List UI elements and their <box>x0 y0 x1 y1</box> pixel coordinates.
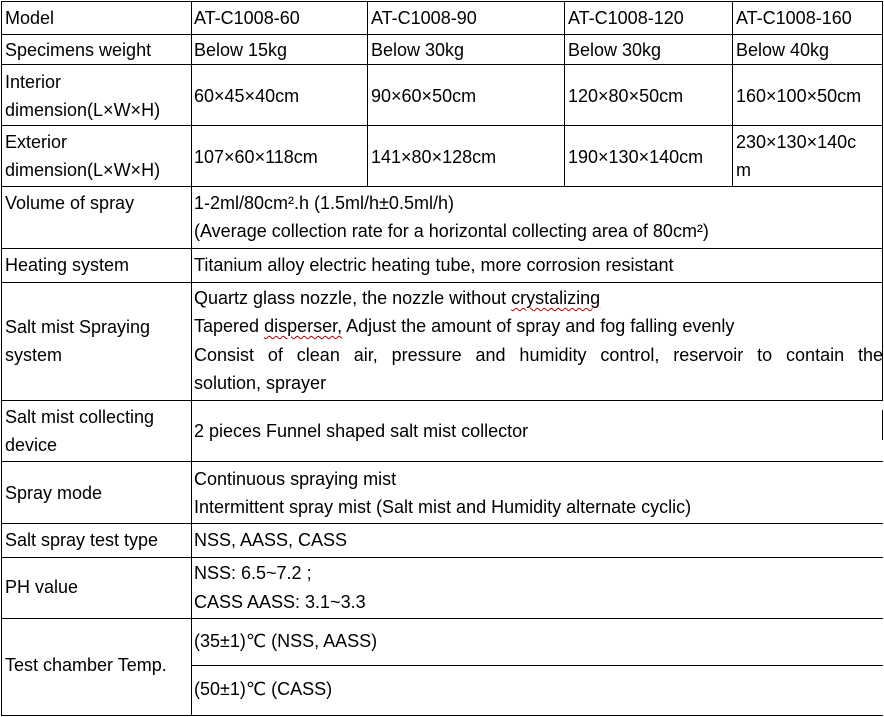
collecting-device-label-line1: Salt mist collecting <box>5 407 155 427</box>
model-name: AT-C1008-120 <box>568 8 684 28</box>
specimens-weight-value: Below 40kg <box>736 40 830 60</box>
interior-dimension-value: 90×60×50cm <box>371 86 477 106</box>
grid-line <box>1 461 883 462</box>
ph-value-line1: NSS: 6.5~7.2 ; <box>194 563 312 583</box>
chamber-temp-line2: (50±1)℃ (CASS) <box>194 679 333 699</box>
spraying-system-line1 <box>194 284 600 312</box>
model-name: AT-C1008-90 <box>371 8 477 28</box>
model-name: AT-C1008-160 <box>736 8 852 28</box>
interior-dimension-value: 120×80×50cm <box>568 86 684 106</box>
spelling-flag: disperser, <box>264 316 343 336</box>
grid-line <box>1 715 883 716</box>
exterior-dimension-label-line2: dimension(L×W×H) <box>5 160 161 180</box>
grid-line <box>1 34 883 35</box>
spray-mode-label: Spray mode <box>5 483 103 503</box>
exterior-dimension-value: 107×60×118cm <box>194 147 318 167</box>
spraying-system-line4: solution, sprayer <box>194 373 327 393</box>
grid-line <box>1 248 883 249</box>
spray-mode-line2: Intermittent spray mist (Salt mist and Humidity alternate cyclic) <box>194 497 692 517</box>
grid-line <box>564 1 565 187</box>
grid-line <box>1 1 883 2</box>
exterior-dimension-value: 141×80×128cm <box>371 147 497 167</box>
exterior-dimension-value-line1: 230×130×140c <box>736 132 857 152</box>
interior-dimension-label-line2: dimension(L×W×H) <box>5 100 161 120</box>
ph-value-label: PH value <box>5 577 79 597</box>
spraying-system-line3 <box>194 341 883 369</box>
grid-line <box>1 400 883 401</box>
grid-line <box>191 665 883 666</box>
model-label: Model <box>5 8 55 28</box>
grid-line <box>1 1 2 716</box>
test-type-value: NSS, AASS, CASS <box>194 530 348 550</box>
chamber-temp-line1: (35±1)℃ (NSS, AASS) <box>194 631 378 651</box>
grid-line <box>1 125 883 126</box>
grid-line <box>1 186 883 187</box>
collecting-device-value: 2 pieces Funnel shaped salt mist collector <box>194 421 529 441</box>
heating-system-value: Titanium alloy electric heating tube, more corrosion resistant <box>194 255 674 275</box>
grid-line <box>882 410 883 440</box>
volume-of-spray-label: Volume of spray <box>5 193 135 213</box>
interior-dimension-value: 160×100×50cm <box>736 86 862 106</box>
exterior-dimension-value: 190×130×140cm <box>568 147 704 167</box>
specimens-weight-value: Below 30kg <box>371 40 465 60</box>
interior-dimension-label-line1: Interior <box>5 72 62 92</box>
exterior-dimension-value-line2: m <box>736 160 751 180</box>
grid-line <box>191 1 192 716</box>
spraying-system-line1-text: Quartz glass nozzle, the nozzle without <box>194 288 512 308</box>
specimens-weight-value: Below 15kg <box>194 40 288 60</box>
grid-line <box>1 523 883 524</box>
spelling-flag: crystalizing <box>511 288 601 308</box>
ph-value-line2: CASS AASS: 3.1~3.3 <box>194 592 366 612</box>
spray-mode-line1: Continuous spraying mist <box>194 469 397 489</box>
spraying-system-line2-text: Tapered <box>194 316 265 336</box>
model-name: AT-C1008-60 <box>194 8 300 28</box>
specimens-weight-value: Below 30kg <box>568 40 662 60</box>
grid-line <box>732 1 733 187</box>
heating-system-label: Heating system <box>5 255 130 275</box>
spraying-system-label-line1: Salt mist Spraying <box>5 317 151 337</box>
chamber-temp-label: Test chamber Temp. <box>5 655 167 675</box>
volume-of-spray-line1: 1-2ml/80cm².h (1.5ml/h±0.5ml/h) <box>194 193 454 213</box>
collecting-device-label-line2: device <box>5 435 58 455</box>
grid-line <box>1 618 883 619</box>
volume-of-spray-line2: (Average collection rate for a horizontal collecting area of 80cm²) <box>194 221 709 241</box>
spraying-system-label-line2: system <box>5 345 63 365</box>
spraying-system-line3-text: Consist of clean air, pressure and humidity control, reservoir to contain the <box>194 345 883 365</box>
specimens-weight-label: Specimens weight <box>5 40 152 60</box>
grid-line <box>367 1 368 187</box>
grid-line <box>1 282 883 283</box>
exterior-dimension-label-line1: Exterior <box>5 132 68 152</box>
grid-line <box>1 557 883 558</box>
spraying-system-line2 <box>194 312 734 340</box>
grid-line <box>1 64 883 65</box>
interior-dimension-value: 60×45×40cm <box>194 86 300 106</box>
spraying-system-line2-rest: Adjust the amount of spray and fog falling evenly <box>342 316 735 336</box>
test-type-label: Salt spray test type <box>5 530 159 550</box>
